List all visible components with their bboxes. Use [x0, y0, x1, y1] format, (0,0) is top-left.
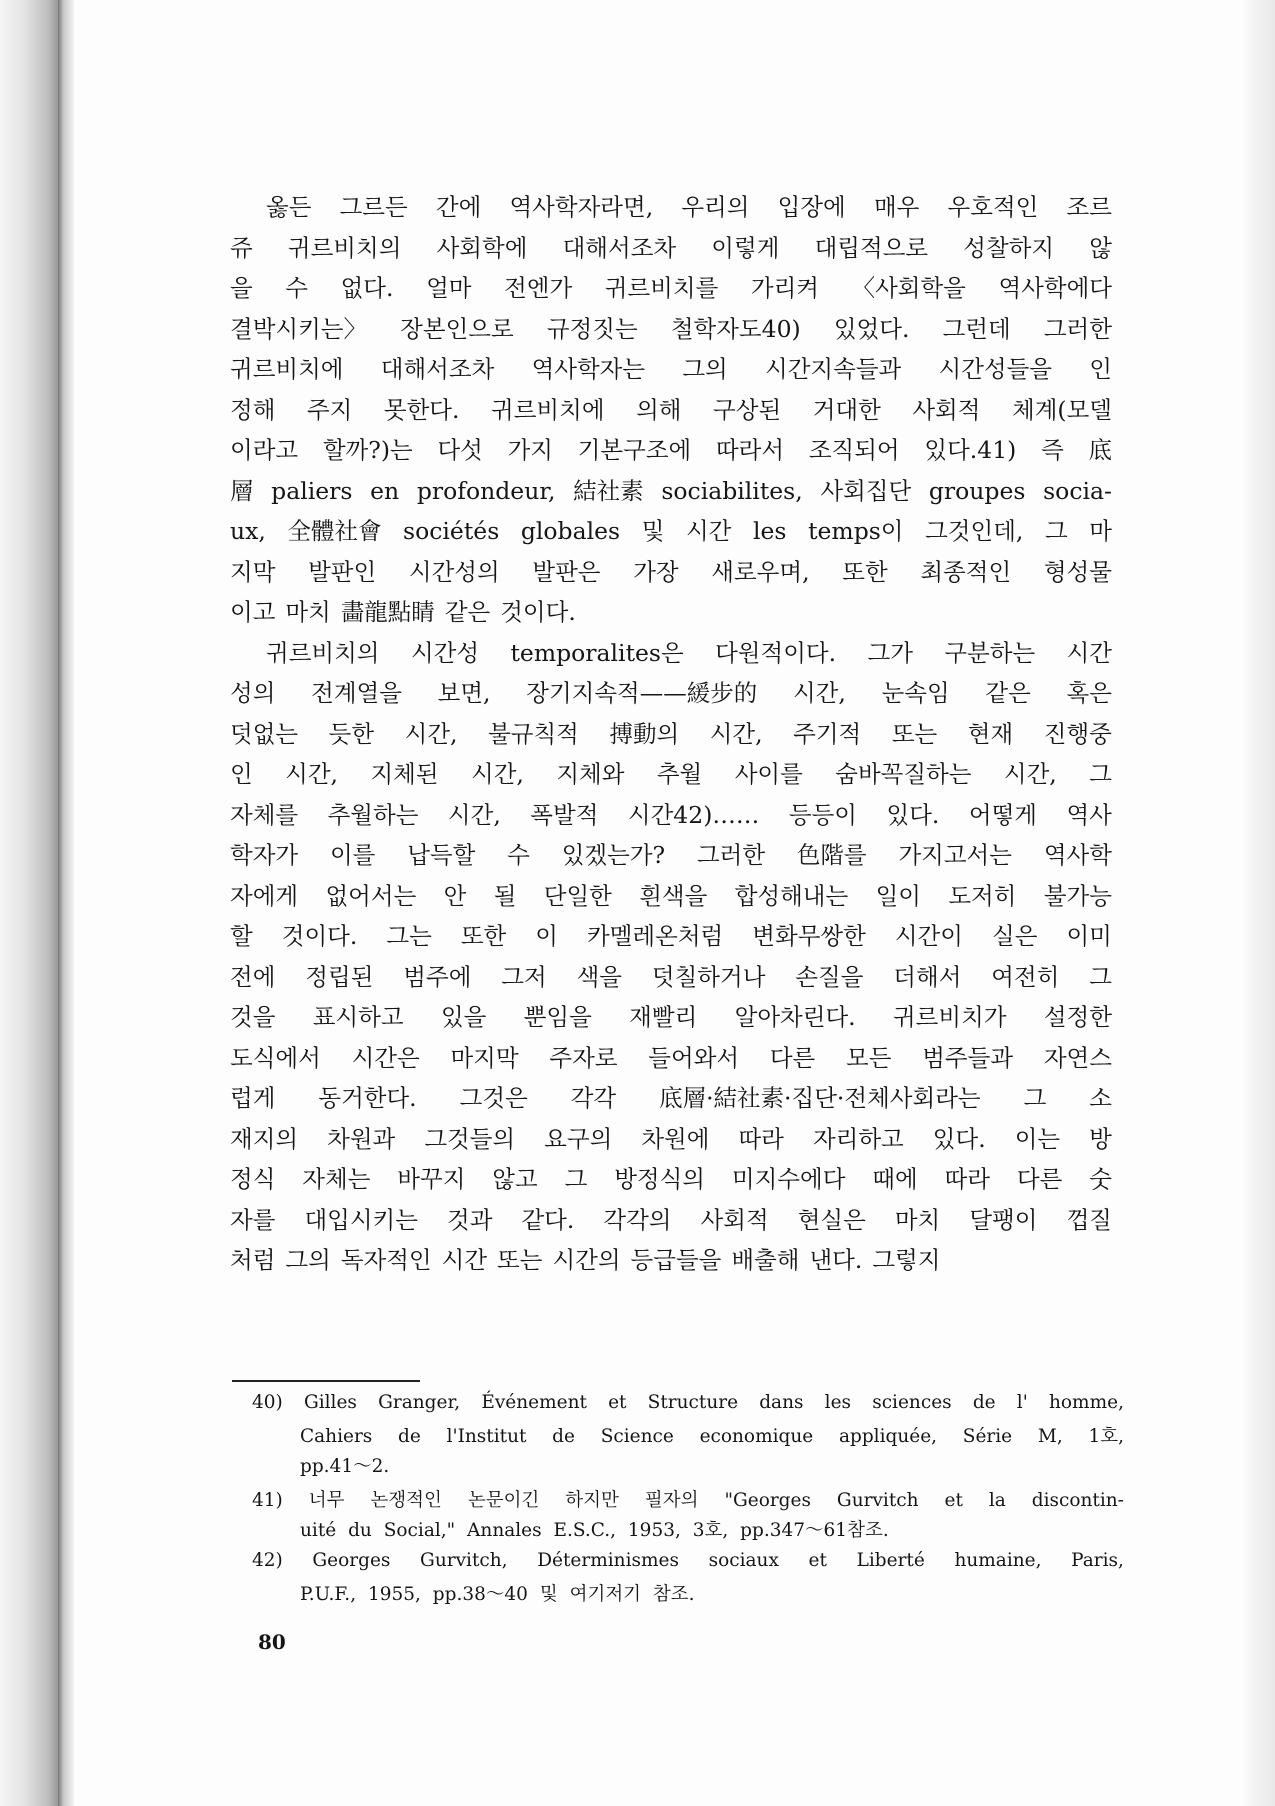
text-line: ux, 全體社會 sociétés globales 및 시간 les temps이 그것인데, 그 마 [230, 517, 1112, 545]
text-line: 자체를 추월하는 시간, 폭발적 시간42)…… 등등이 있다. 어떻게 역사 [230, 800, 1112, 829]
text-line: 덧없는 듯한 시간, 불규칙적 搏動의 시간, 주기적 또는 현재 진행중 [230, 719, 1112, 748]
book-spine-shadow [0, 0, 62, 1806]
text-line: 할 것이다. 그는 또한 이 카멜레온처럼 변화무쌍한 시간이 실은 이미 [230, 922, 1112, 950]
text-line: 성의 전계열을 보면, 장기지속적——緩步的 시간, 눈속임 같은 혹은 [230, 679, 1112, 707]
text-line: 도식에서 시간은 마지막 주자로 들어와서 다른 모든 범주들과 자연스 [230, 1043, 1112, 1072]
paragraph-1 [230, 188, 1112, 634]
footnote-line: 41) 너무 논쟁적인 논문이긴 하지만 필자의 "Georges Gurvitch et la discontin- [252, 1490, 1124, 1511]
footnote-separator [232, 1380, 420, 1382]
text-line: 이라고 할까?)는 다섯 가지 기본구조에 따라서 조직되어 있다.41) 즉 底 [230, 436, 1112, 464]
text-line: 쥬 귀르비치의 사회학에 대해서조차 이렇게 대립적으로 성찰하지 않 [230, 233, 1112, 262]
page-right-edge [1239, 0, 1275, 1806]
footnote-40 [252, 1392, 1124, 1482]
footnote-41 [252, 1486, 1124, 1546]
text-line: 전에 정립된 범주에 그저 색을 덧칠하거나 손질을 더해서 여전히 그 [230, 962, 1112, 991]
footnote-line: uité du Social," Annales E.S.C., 1953, 3호, pp.347～61참조. [300, 1520, 889, 1541]
text-line: 럽게 동거한다. 그것은 각각 底層·結社素·집단·전체사회라는 그 소 [230, 1084, 1112, 1112]
paragraph-2 [230, 634, 1112, 1282]
text-line: 層 paliers en profondeur, 結社素 sociabilites, 사회집단 groupes socia- [230, 476, 1112, 505]
main-text [230, 188, 1112, 1282]
text-line: 학자가 이를 납득할 수 있겠는가? 그러한 色階를 가지고서는 역사학 [230, 841, 1112, 869]
page-number: 80 [258, 1630, 286, 1654]
text-line: 정해 주지 못한다. 귀르비치에 의해 구상된 거대한 사회적 체계(모델 [230, 395, 1112, 424]
text-line: 인 시간, 지체된 시간, 지체와 추월 사이를 숨바꼭질하는 시간, 그 [230, 760, 1112, 788]
footnote-line: Cahiers de l'Institut de Science economique appliquée, Série M, 1호, [300, 1426, 1124, 1447]
text-line: 지막 발판인 시간성의 발판은 가장 새로우며, 또한 최종적인 형성물 [230, 557, 1112, 586]
text-line: 이고 마치 畵龍點睛 같은 것이다. [230, 598, 576, 626]
footnote-line: pp.41～2. [300, 1456, 390, 1477]
text-line: 결박시키는〉 장본인으로 규정짓는 철학자도40) 있었다. 그런데 그러한 [230, 314, 1112, 343]
text-line: 옳든 그르든 간에 역사학자라면, 우리의 입장에 매우 우호적인 조르 [266, 193, 1112, 221]
text-line: 귀르비치에 대해서조차 역사학자는 그의 시간지속들과 시간성들을 인 [230, 355, 1112, 383]
footnote-42 [252, 1550, 1124, 1610]
text-line: 처럼 그의 독자적인 시간 또는 시간의 등급들을 배출해 낸다. 그렇지 [230, 1246, 941, 1274]
text-line: 재지의 차원과 그것들의 요구의 차원에 따라 자리하고 있다. 이는 방 [230, 1124, 1112, 1153]
text-line: 정식 자체는 바꾸지 않고 그 방정식의 미지수에다 때에 따라 다른 숫 [230, 1165, 1112, 1193]
footnotes [252, 1392, 1124, 1614]
footnote-line: 42) Georges Gurvitch, Déterminismes sociaux et Liberté humaine, Paris, [252, 1550, 1124, 1571]
text-line: 자에게 없어서는 안 될 단일한 흰색을 합성해내는 일이 도저히 불가능 [230, 881, 1112, 910]
page-gutter [58, 0, 74, 1806]
footnote-line: 40) Gilles Granger, Événement et Structure dans les sciences de l' homme, [252, 1392, 1124, 1413]
text-line: 귀르비치의 시간성 temporalites은 다원적이다. 그가 구분하는 시간 [266, 638, 1112, 667]
text-line: 것을 표시하고 있을 뿐임을 재빨리 알아차린다. 귀르비치가 설정한 [230, 1003, 1112, 1031]
text-line: 자를 대입시키는 것과 같다. 각각의 사회적 현실은 마치 달팽이 껍질 [230, 1205, 1112, 1234]
footnote-line: P.U.F., 1955, pp.38～40 및 여기저기 참조. [300, 1584, 695, 1605]
text-line: 을 수 없다. 얼마 전엔가 귀르비치를 가리켜 〈사회학을 역사학에다 [230, 274, 1112, 302]
